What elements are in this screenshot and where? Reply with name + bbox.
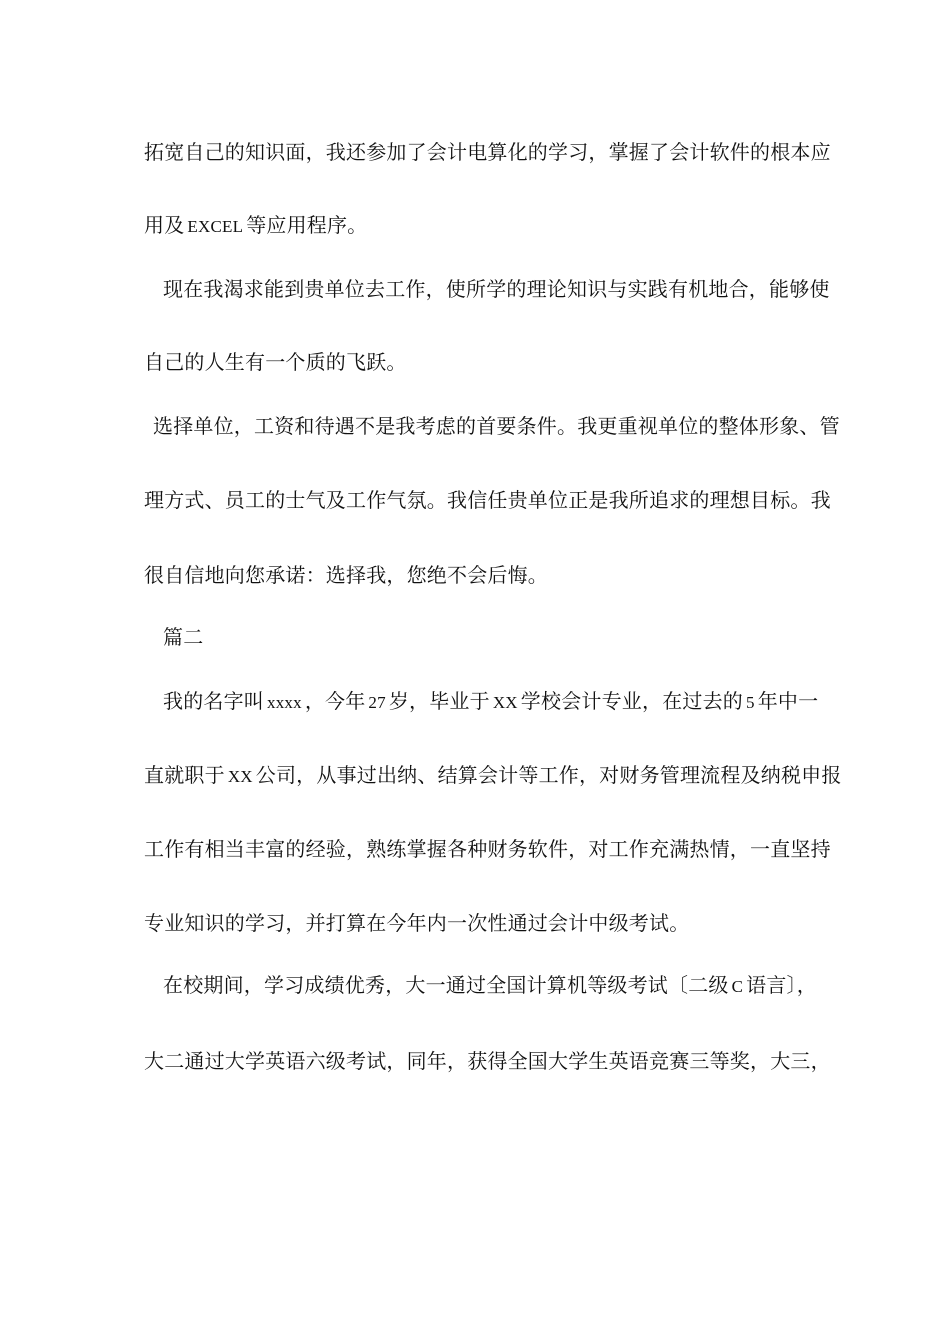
- paragraph-line: [144, 836, 831, 862]
- paragraph-line: [144, 562, 548, 588]
- text-run: 专业知识的学习，并打算在今年内一次性通过会计中级考试。: [144, 911, 690, 935]
- text-run: 年中一: [757, 689, 819, 713]
- paragraph-line: [153, 413, 840, 439]
- text-run: 语言〕，: [746, 973, 817, 997]
- text-run: 工作有相当丰富的经验，熟练掌握各种财务软件，对工作充满热情，一直坚持: [144, 837, 831, 861]
- text-run-latin: XX: [492, 693, 518, 712]
- text-run: 自己的人生有一个质的飞跃。: [144, 350, 407, 374]
- paragraph-line: [144, 139, 831, 165]
- text-run: 在校期间，学习成绩优秀，大一通过全国计算机等级考试〔二级: [163, 973, 729, 997]
- paragraph-line: [144, 212, 367, 240]
- text-run: 选择单位，工资和待遇不是我考虑的首要条件。我更重视单位的整体形象、管: [153, 414, 840, 438]
- text-run: 直就职于: [144, 763, 225, 787]
- text-run: 用及: [144, 213, 185, 237]
- paragraph-line: [144, 349, 407, 375]
- text-run: 等应用程序。: [246, 213, 368, 237]
- text-run: 公司，从事过出纳、结算会计等工作，对财务管理流程及纳税申报: [255, 763, 842, 787]
- text-run: 现在我渴求能到贵单位去工作，使所学的理论知识与实践有机地合，能够使: [163, 277, 830, 301]
- text-run-latin: 27: [368, 693, 386, 712]
- text-run: 我的名字叫: [163, 689, 264, 713]
- paragraph-line: [163, 276, 830, 302]
- paragraph-line: [144, 762, 842, 790]
- text-run: 学校会计专业，在过去的: [520, 689, 743, 713]
- paragraph-line: [144, 1048, 831, 1074]
- paragraph-line: [144, 910, 689, 936]
- text-run-latin: XX: [227, 767, 253, 786]
- text-run: 很自信地向您承诺：选择我，您绝不会后悔。: [144, 563, 548, 587]
- text-run: ，今年: [304, 689, 366, 713]
- paragraph-line: [163, 688, 818, 716]
- text-run-latin: xxxx: [267, 693, 302, 712]
- text-run: 理方式、员工的士气及工作气氛。我信任贵单位正是我所追求的理想目标。我: [144, 488, 831, 512]
- text-run-latin: EXCEL: [187, 217, 244, 236]
- section-heading-text: 篇二: [163, 625, 204, 649]
- text-run: 大二通过大学英语六级考试，同年，获得全国大学生英语竞赛三等奖，大三，: [144, 1049, 831, 1073]
- text-run-latin: C: [731, 977, 744, 996]
- paragraph-line: [163, 972, 817, 1000]
- text-run: 岁，毕业于: [388, 689, 490, 713]
- text-run-latin: 5: [746, 693, 755, 712]
- paragraph-line: [144, 487, 831, 513]
- text-run: 拓宽自己的知识面，我还参加了会计电算化的学习，掌握了会计软件的根本应: [144, 140, 831, 164]
- section-heading: [163, 624, 203, 650]
